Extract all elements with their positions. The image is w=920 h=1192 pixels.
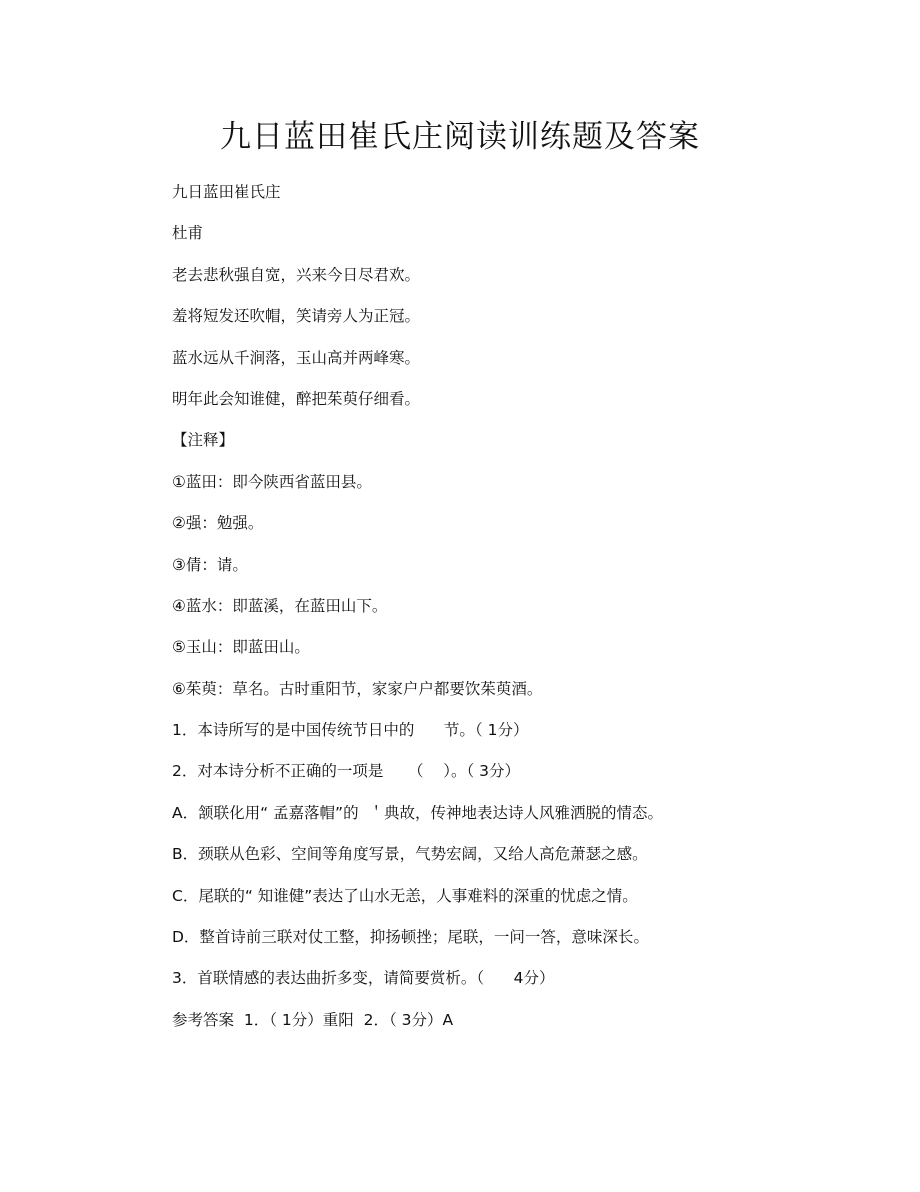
note-2: ②强：勉强。	[172, 514, 264, 533]
poem-line-1: 老去悲秋强自宽，兴来今日尽君欢。	[172, 265, 421, 284]
note-4: ④蓝水：即蓝溪，在蓝田山下。	[172, 596, 388, 615]
note-6: ⑥茱萸：草名。古时重阳节，家家户户都要饮茱萸酒。	[172, 679, 543, 698]
question-3: 3．首联情感的表达曲折多变，请简要赏析。（ 4分）	[172, 969, 555, 988]
note-1: ①蓝田：即今陕西省蓝田县。	[172, 472, 372, 491]
notes-heading: 【注释】	[172, 431, 235, 450]
answer-key: 参考答案 1．（ 1分）重阳 2．（ 3分）A	[172, 1010, 454, 1029]
note-5: ⑤玉山：即蓝田山。	[172, 638, 310, 657]
poem-line-3: 蓝水远从千涧落，玉山高并两峰寒。	[172, 348, 421, 367]
poem-title: 九日蓝田崔氏庄	[172, 183, 281, 201]
document-title: 九日蓝田崔氏庄阅读训练题及答案	[220, 119, 700, 155]
option-a: A．颔联化用“ 孟嘉落帽”的 ＇典故，传神地表达诗人风雅洒脱的情态。	[172, 803, 663, 822]
poem-line-4: 明年此会知谁健，醉把茱萸仔细看。	[172, 389, 421, 408]
option-d: D．整首诗前三联对仗工整，抑扬顿挫；尾联，一问一答，意味深长。	[172, 928, 649, 947]
question-1: 1．本诗所写的是中国传统节日中的 节。（ 1分）	[172, 721, 529, 740]
option-c: C．尾联的“ 知谁健”表达了山水无恙，人事难料的深重的忧虑之情。	[172, 886, 638, 905]
note-3: ③倩：请。	[172, 555, 248, 574]
poem-line-2: 羞将短发还吹帽，笑请旁人为正冠。	[172, 307, 421, 326]
option-b: B．颈联从色彩、空间等角度写景，气势宏阔，又给人高危萧瑟之感。	[172, 845, 648, 864]
question-2: 2．对本诗分析不正确的一项是 （ ）。（ 3分）	[172, 762, 520, 781]
document-body	[172, 180, 872, 1049]
poem-author: 杜甫	[172, 224, 204, 243]
